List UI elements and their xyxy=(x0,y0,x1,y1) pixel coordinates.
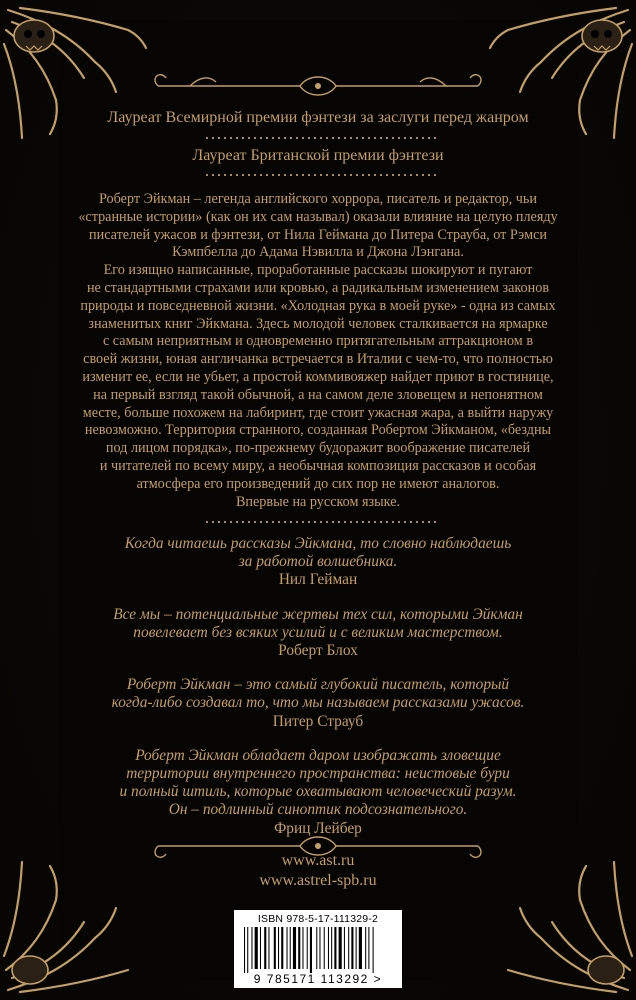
quote-author: Питер Страуб xyxy=(272,712,364,730)
quote-block xyxy=(70,747,566,838)
description-line: природы и повседневной жизни. «Холодная рука в моей руке» - одна из самых xyxy=(80,297,556,314)
quote-text: Когда читаешь рассказы Эйкмана, то словно наблюдаешь xyxy=(124,535,512,552)
quote-text: Он – подлинный синоптик подсознательного. xyxy=(168,801,468,819)
website-link[interactable]: www.ast.ru xyxy=(281,852,355,869)
barcode-bar xyxy=(373,927,374,973)
quote-author: Фриц Лейбер xyxy=(274,819,362,837)
corner-skull-ornament-icon xyxy=(486,0,636,150)
barcode-bar xyxy=(348,927,349,969)
dotted-divider xyxy=(204,174,436,176)
description-line: атмосфера его произведений до сих пор не имеют аналогов. xyxy=(136,475,500,492)
corner-skull-ornament-icon xyxy=(0,0,150,150)
quote-author: Роберт Блох xyxy=(278,642,358,660)
dotted-divider xyxy=(204,521,436,523)
barcode-bar xyxy=(351,927,353,969)
barcode-bar xyxy=(264,927,266,969)
barcode-bar xyxy=(255,927,258,969)
barcode-bar xyxy=(334,927,336,969)
barcode-bar xyxy=(359,927,362,969)
barcode-bar xyxy=(365,927,366,969)
description-line: с самым неприятным и одновременно притягательным аттракционом в xyxy=(102,333,534,350)
barcode-bar xyxy=(287,927,288,969)
barcode-bar xyxy=(319,927,320,969)
barcode-bar xyxy=(260,927,261,969)
description-line: Впервые на русском языке. xyxy=(235,493,401,510)
quote-block xyxy=(70,606,566,661)
barcode-bar xyxy=(310,927,312,973)
quote-author: Нил Гейман xyxy=(278,571,358,589)
quotes-section xyxy=(70,535,566,854)
barcode-bar xyxy=(293,927,296,969)
barcode-bar xyxy=(244,927,245,973)
dotted-divider xyxy=(204,137,436,139)
barcode-bar xyxy=(281,927,283,969)
description-line: не стандартными страхами или кровью, а радикальным изменением законов xyxy=(86,279,550,296)
barcode-bar xyxy=(247,927,248,973)
barcode-bar xyxy=(356,927,357,969)
description-line: месте, больше похожем на лабиринт, где стоит ужасная жара, а выйти наружу xyxy=(82,404,554,421)
quote-text: территории внутреннего пространства: неистовые бури xyxy=(126,765,510,783)
barcode-bar xyxy=(328,927,329,969)
quote-text: Все мы – потенциальные жертвы тех сил, которыми Эйкман xyxy=(113,605,523,623)
description-line: «странные истории» (как он их сам называл) оказали влияние на целую плеяду xyxy=(78,208,558,225)
quote-text: Роберт Эйкман – это самый глубокий писатель, который xyxy=(126,676,510,694)
barcode xyxy=(234,910,402,988)
barcode-bar xyxy=(307,927,308,969)
description-line: своей жизни, юная англичанка встречается в Италии с чем-то, что полностью xyxy=(83,351,553,368)
quote-text: и полный штиль, которые охватывают человеческий разум. xyxy=(119,783,517,801)
description-line: под лицом порядка», по-прежнему будоражит воображение писателей xyxy=(105,440,531,457)
description-line: Кэмпбелла до Адама Нэвилла и Джона Лэнгана. xyxy=(172,244,464,261)
barcode-bar xyxy=(331,927,332,969)
barcode-bar xyxy=(324,927,325,969)
quote-text: Роберт Эйкман обладает даром изображать зловещие xyxy=(135,746,501,764)
barcode-bar xyxy=(368,927,369,969)
website-link[interactable]: www.astrel-spb.ru xyxy=(259,872,377,889)
description-line: Роберт Эйкман – легенда английского хоррора, писатель и редактор, чьи xyxy=(99,191,537,207)
barcode-bar xyxy=(344,927,345,969)
description-line: на первый взгляд такой обычной, а на самом деле зловещем и непонятном xyxy=(93,386,543,403)
description-line: Его изящно написанные, проработанные рассказы шокируют и пугают xyxy=(103,262,533,279)
quote-block xyxy=(70,535,566,590)
barcode-bar xyxy=(251,927,252,969)
barcode-bar xyxy=(316,927,317,969)
quote-text: за работой волшебника. xyxy=(238,553,398,571)
barcode-bar xyxy=(278,927,279,969)
barcode-bar xyxy=(268,927,269,969)
quote-text: повелевает без всяких усилий и с великим мастерством. xyxy=(133,623,503,641)
barcode-bar xyxy=(274,927,276,969)
description-line: и читателей по всему миру, а необычная композиция рассказов и особая xyxy=(99,457,537,474)
quote-text: когда-либо создавал то, что мы называем рассказами ужасов. xyxy=(111,694,525,712)
description-line: изменит ее, если не убьет, а простой коммивояжер найдет приют в гостинице, xyxy=(82,368,554,385)
quote-block xyxy=(70,676,566,731)
book-description xyxy=(76,191,560,511)
description-line: знаменитых книг Эйкмана. Здесь молодой человек сталкивается на ярмарке xyxy=(88,315,548,332)
description-line: невозможно. Территория странного, созданная Робертом Эйкманом, «бездны xyxy=(84,422,552,439)
barcode-bar xyxy=(339,927,342,969)
barcode-bar xyxy=(290,927,291,969)
award-line: Лауреат Всемирной премии фэнтези за заслуги перед жанром xyxy=(107,109,529,126)
barcode-bar xyxy=(302,927,303,969)
barcode-bar xyxy=(298,927,300,969)
isbn-label: ISBN 978-5-17-111329-2 xyxy=(257,913,379,925)
description-line: писателей ужасов и фэнтези, от Нила Геймана до Питера Страуба, от Рэмси xyxy=(89,226,547,243)
barcode-digits: 9 785171 113292 > xyxy=(253,972,383,986)
flourish-divider-icon xyxy=(150,66,486,106)
award-line: Лауреат Британской премии фэнтези xyxy=(192,147,444,164)
barcode-bars-icon xyxy=(244,927,392,973)
